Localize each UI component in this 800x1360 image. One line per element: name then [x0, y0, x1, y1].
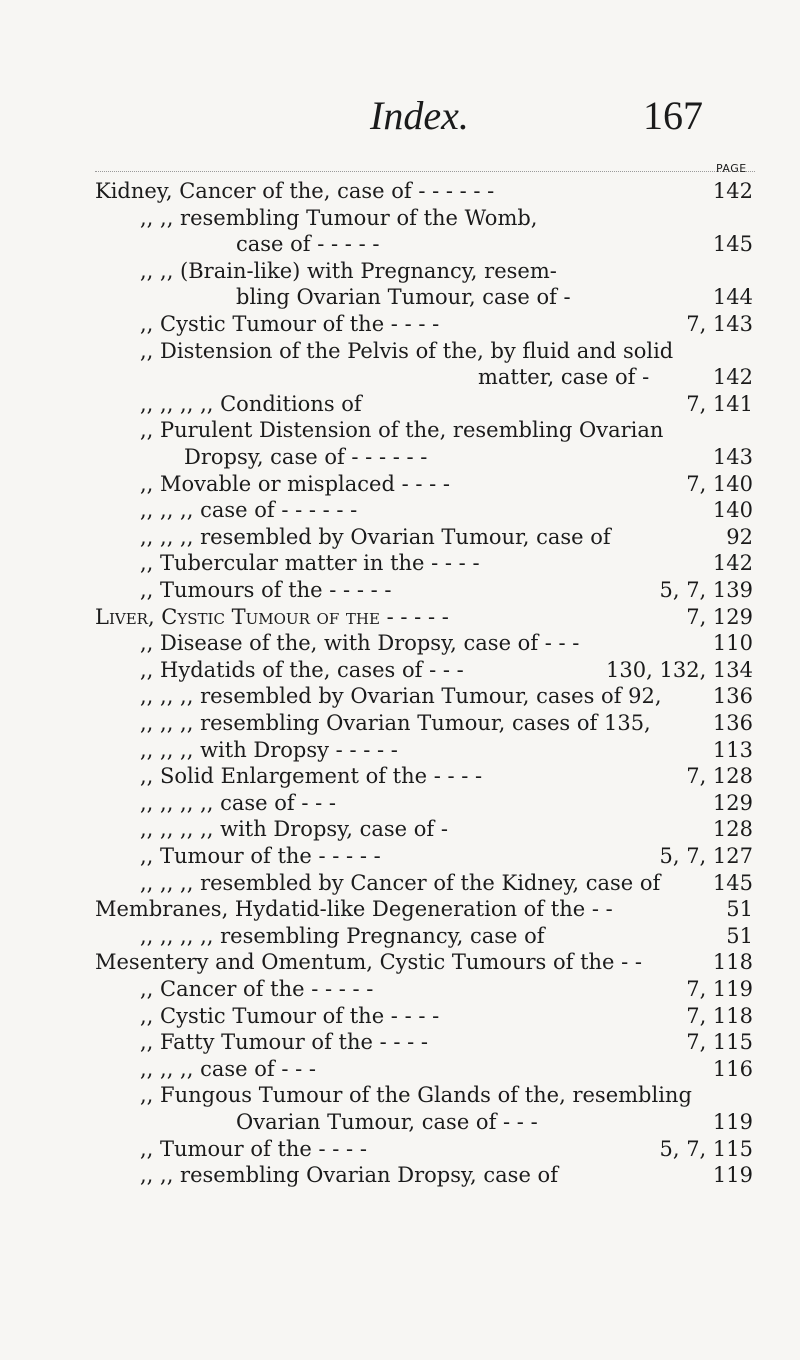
page-column-label: PAGE [716, 162, 747, 175]
index-entry-pages: 7, 115 [686, 1030, 753, 1055]
index-line [0, 444, 800, 470]
index-entry-pages: 51 [726, 923, 753, 948]
index-entry-text: ,, Disease of the, with Dropsy, case of - - - [140, 631, 580, 656]
index-entry-text: Ovarian Tumour, case of - - - [236, 1110, 538, 1134]
index-entry-text: ,, ,, ,, resembling Ovarian Tumour, cases of 135, [140, 711, 651, 735]
index-entry-pages: 7, 141 [686, 391, 753, 416]
index-line [0, 976, 800, 1002]
index-entry-pages: 5, 7, 139 [659, 578, 753, 602]
index-line [0, 790, 800, 816]
page-number: 167 [643, 93, 703, 138]
index-line [0, 949, 800, 975]
index-entry-pages: 110 [712, 631, 753, 656]
index-entry-pages: 113 [712, 737, 753, 762]
index-line [0, 843, 800, 869]
index-line [0, 896, 800, 922]
index-entry-text: Mesentery and Omentum, Cystic Tumours of the - - [95, 950, 643, 975]
index-line [0, 683, 800, 709]
index-entry-text: Liver, Cystic Tumour of the - - - - - [95, 604, 449, 629]
index-entry-text: ,, Fatty Tumour of the - - - - [140, 1030, 429, 1055]
index-entry-text: ,, Distension of the Pelvis of the, by fluid and solid [140, 338, 674, 363]
index-entry-text: ,, ,, resembling Tumour of the Womb, [140, 205, 538, 230]
index-line [0, 870, 800, 896]
index-line [0, 524, 800, 550]
index-entry-pages: 136 [712, 711, 753, 735]
index-entry-pages: 5, 7, 127 [659, 844, 753, 868]
index-line [0, 816, 800, 842]
index-entry-text: ,, ,, ,, case of - - - - - - [140, 498, 358, 523]
index-line [0, 1056, 800, 1082]
index-entry-pages: 7, 128 [686, 764, 753, 789]
index-line [0, 311, 800, 337]
index-line [0, 391, 800, 417]
index-entry-text: ,, Cystic Tumour of the - - - - [140, 312, 440, 336]
index-line [0, 1003, 800, 1029]
index-entry-text: ,, Tumours of the - - - - - [140, 578, 392, 602]
index-line [0, 1082, 800, 1108]
index-line [0, 471, 800, 497]
index-entry-text: ,, Tumour of the - - - - [140, 1136, 367, 1161]
index-entry-text: ,, Cancer of the - - - - - [140, 977, 374, 1001]
index-entry-text: ,, ,, ,, resembled by Ovarian Tumour, case of [140, 524, 611, 549]
index-entry-pages: 7, 140 [686, 471, 753, 496]
index-entry-text: ,, ,, ,, resembled by Ovarian Tumour, cases of 92, [140, 684, 662, 709]
index-entry-text: bling Ovarian Tumour, case of - [236, 285, 571, 310]
index-entry-pages: 145 [712, 232, 753, 257]
index-line [0, 1029, 800, 1055]
index-line [0, 657, 800, 683]
index-line [0, 550, 800, 576]
index-line [0, 1136, 800, 1162]
index-entry-text: ,, ,, ,, case of - - - [140, 1056, 316, 1081]
index-entry-text: ,, ,, ,, resembled by Cancer of the Kidney, case of [140, 870, 661, 895]
page-header [0, 92, 800, 152]
index-entry-pages: 119 [712, 1110, 753, 1134]
index-line [0, 497, 800, 523]
index-entry-pages: 7, 129 [686, 604, 753, 629]
index-line [0, 417, 800, 443]
index-entry-pages: 142 [712, 179, 753, 203]
index-line [0, 284, 800, 310]
index-entry-pages: 116 [712, 1056, 753, 1081]
index-entry-text: ,, Hydatids of the, cases of - - - [140, 657, 464, 682]
index-entry-pages: 7, 143 [686, 312, 753, 336]
index-entry-text: ,, Tumour of the - - - - - [140, 844, 381, 868]
page-title: Index. [370, 93, 469, 138]
index-entry-pages: 7, 119 [686, 977, 753, 1001]
index-line [0, 710, 800, 736]
index-entry-pages: 129 [712, 790, 753, 815]
index-entry-text: matter, case of - [478, 365, 650, 390]
index-entry-text: ,, ,, ,, ,, resembling Pregnancy, case of [140, 923, 545, 948]
index-entry-text: ,, Movable or misplaced - - - - [140, 471, 450, 496]
index-entry-text: ,, ,, resembling Ovarian Dropsy, case of [140, 1163, 558, 1188]
index-line [0, 577, 800, 603]
index-entry-text: ,, ,, ,, ,, case of - - - [140, 790, 336, 815]
index-entry-text: Membranes, Hydatid-like Degeneration of the - - [95, 897, 613, 922]
index-entry-text: ,, ,, (Brain-like) with Pregnancy, resem- [140, 258, 557, 283]
index-entry-text: ,, Tubercular matter in the - - - - [140, 551, 480, 576]
index-entry-pages: 119 [712, 1163, 753, 1188]
index-line [0, 231, 800, 257]
index-line [0, 178, 800, 204]
index-entry-pages: 144 [712, 285, 753, 310]
index-entry-pages: 130, 132, 134 [606, 657, 753, 682]
index-line [0, 364, 800, 390]
index-entry-pages: 140 [712, 498, 753, 523]
index-line [0, 604, 800, 630]
index-line [0, 205, 800, 231]
index-entry-pages: 92 [726, 524, 753, 549]
index-line [0, 258, 800, 284]
index-entry-pages: 118 [712, 950, 753, 975]
index-entry-text: ,, ,, ,, ,, with Dropsy, case of - [140, 817, 448, 842]
index-line [0, 737, 800, 763]
index-line [0, 923, 800, 949]
index-entry-pages: 142 [712, 551, 753, 576]
index-entry-pages: 143 [712, 445, 753, 469]
index-entry-text: ,, ,, ,, with Dropsy - - - - - [140, 737, 398, 762]
index-line [0, 763, 800, 789]
index-entry-pages: 51 [726, 897, 753, 922]
index-line [0, 338, 800, 364]
index-entry-pages: 142 [712, 365, 753, 390]
index-entry-text: ,, Fungous Tumour of the Glands of the, resembling [140, 1083, 692, 1108]
index-line [0, 630, 800, 656]
index-entry-pages: 128 [712, 817, 753, 842]
index-entry-text: ,, Purulent Distension of the, resembling Ovarian [140, 418, 664, 443]
index-entry-text: Kidney, Cancer of the, case of - - - - - - [95, 179, 495, 203]
index-line [0, 1109, 800, 1135]
index-entry-text: ,, Cystic Tumour of the - - - - [140, 1003, 440, 1028]
index-entry-text: Dropsy, case of - - - - - - [184, 445, 428, 469]
index-entry-pages: 5, 7, 115 [659, 1136, 753, 1161]
header-rule [95, 171, 755, 172]
index-line [0, 1162, 800, 1188]
index-entry-text: ,, Solid Enlargement of the - - - - [140, 764, 483, 789]
index-entry-pages: 136 [712, 684, 753, 709]
index-entry-pages: 7, 118 [686, 1003, 753, 1028]
index-entry-text: ,, ,, ,, ,, Conditions of [140, 391, 362, 416]
index-entry-text: case of - - - - - [236, 232, 380, 257]
index-entry-pages: 145 [712, 870, 753, 895]
